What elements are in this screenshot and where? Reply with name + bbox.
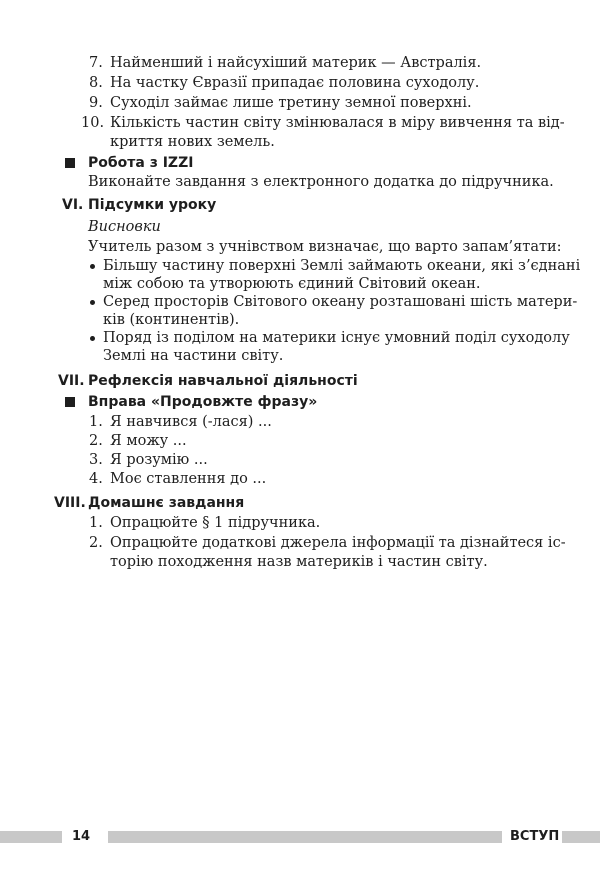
section-intro: Учитель разом з учнівством визначає, що варто запам’ятати: <box>88 239 562 255</box>
section-title: Рефлексія навчальної діяльності <box>88 373 358 389</box>
section-number: VIII. <box>54 495 86 511</box>
page-number: 14 <box>72 829 91 844</box>
list-item-text: Опрацюйте § 1 підручника. <box>110 515 321 531</box>
list-item-number: 2. <box>89 535 103 551</box>
list-item-text: Я можу ... <box>110 433 187 449</box>
list-item-number: 1. <box>89 515 103 531</box>
section-title: Підсумки уроку <box>88 197 217 213</box>
bullet-text: Серед просторів Світового океану розташовані шість матери- <box>103 294 578 310</box>
footer-bar-left <box>0 831 62 843</box>
bullet-icon <box>90 300 95 305</box>
list-item-number: 2. <box>89 433 103 449</box>
list-item-text: Суходіл займає лише третину земної поверхні. <box>110 95 472 111</box>
section-title: Домашнє завдання <box>88 495 245 511</box>
bullet-text-continued: ків (континентів). <box>103 312 240 328</box>
section-marker-icon <box>65 158 75 168</box>
bullet-text-continued: між собою та утворюють єдиний Світовий океан. <box>103 276 481 292</box>
section-label: ВСТУП <box>510 829 560 844</box>
list-item-text-continued: криття нових земель. <box>110 134 275 150</box>
list-item-number: 1. <box>89 414 103 430</box>
list-item-text: Я розумію ... <box>110 452 208 468</box>
bullet-text: Більшу частину поверхні Землі займають океани, які з’єднані <box>103 258 581 274</box>
bullet-text-continued: Землі на частини світу. <box>103 348 284 364</box>
izzi-text: Виконайте завдання з електронного додатка до підручника. <box>88 174 554 190</box>
list-item-text-continued: торію походження назв материків і частин світу. <box>110 554 488 570</box>
list-item-number: 4. <box>89 471 103 487</box>
list-item-number: 8. <box>89 75 103 91</box>
izzi-title: Робота з IZZI <box>88 155 194 171</box>
section-number: VI. <box>62 197 84 213</box>
footer-bar-right <box>562 831 600 843</box>
list-item-text: Я навчився (-лася) ... <box>110 414 272 430</box>
bullet-icon <box>90 336 95 341</box>
list-item-text: Моє ставлення до ... <box>110 471 267 487</box>
list-item-text: Найменший і найсухіший материк — Австралія. <box>110 55 482 71</box>
bullet-icon <box>90 264 95 269</box>
list-item-number: 9. <box>89 95 103 111</box>
list-item-text: Кількість частин світу змінювалася в міру вивчення та від- <box>110 115 565 131</box>
list-item-number: 7. <box>89 55 103 71</box>
section-marker-icon <box>65 397 75 407</box>
list-item-text: На частку Євразії припадає половина суходолу. <box>110 75 480 91</box>
section-number: VII. <box>58 373 85 389</box>
list-item-text: Опрацюйте додаткові джерела інформації та дізнайтеся іс- <box>110 535 566 551</box>
bullet-text: Поряд із поділом на материки існує умовний поділ суходолу <box>103 330 570 346</box>
footer-bar-middle <box>108 831 502 843</box>
section-subtitle: Висновки <box>88 219 161 235</box>
list-item-number: 3. <box>89 452 103 468</box>
exercise-title: Вправа «Продовжте фразу» <box>88 394 318 410</box>
list-item-number: 10. <box>81 115 105 131</box>
